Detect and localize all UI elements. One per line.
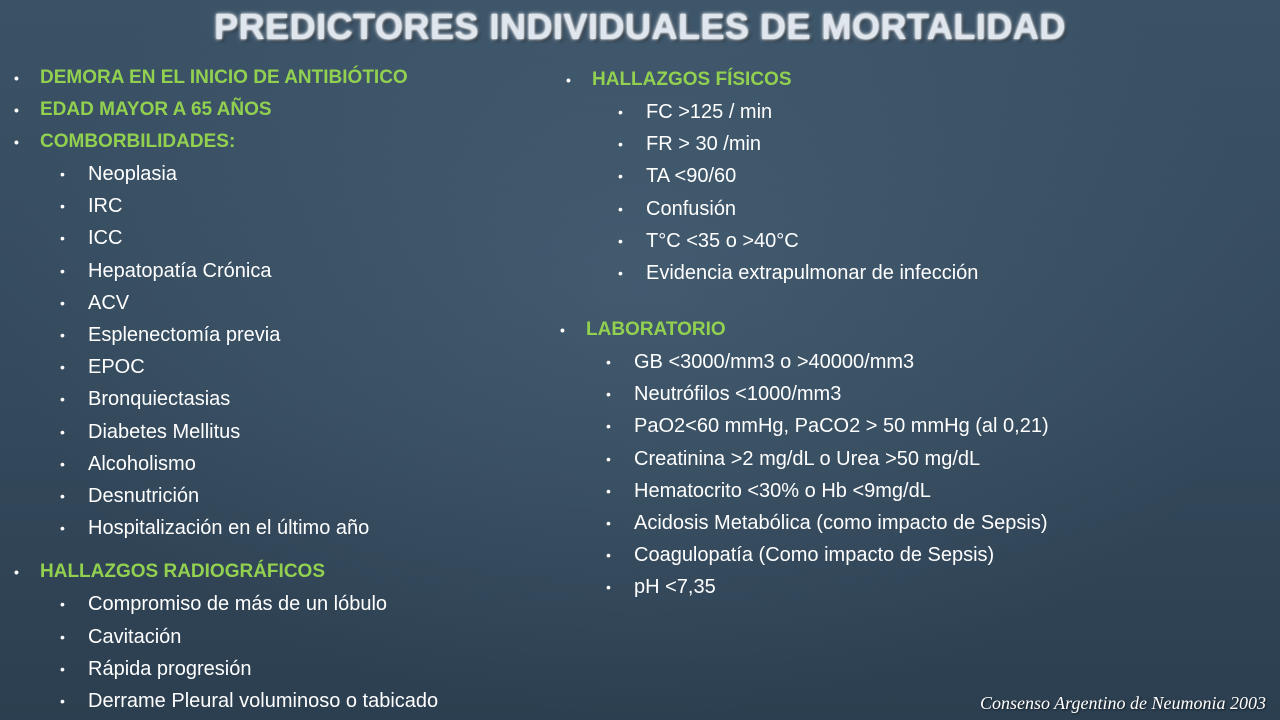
physical-label: Evidencia extrapulmonar de infección xyxy=(646,262,979,285)
bullet-icon: • xyxy=(60,198,65,215)
section-label: LABORATORIO xyxy=(586,319,726,340)
bullet-icon: • xyxy=(60,455,65,472)
list-item xyxy=(606,507,1270,539)
list-item xyxy=(618,128,1266,160)
bullet-icon: • xyxy=(618,168,623,185)
list-item xyxy=(60,653,554,685)
physical-label: T°C <35 o >40°C xyxy=(646,229,799,252)
laboratory-label: Neutrófilos <1000/mm3 xyxy=(634,383,842,406)
bullet-icon: • xyxy=(606,515,611,532)
predictor-comorbidities xyxy=(14,126,554,158)
laboratory-section xyxy=(560,314,1270,346)
bullet-icon: • xyxy=(560,322,565,338)
bullet-icon: • xyxy=(606,418,611,435)
section-heading-radiographic xyxy=(14,556,554,588)
laboratory-label: PaO2<60 mmHg, PaCO2 > 50 mmHg (al 0,21) xyxy=(634,415,1049,438)
laboratory-label: GB <3000/mm3 o >40000/mm3 xyxy=(634,351,915,374)
left-column xyxy=(14,62,554,717)
bullet-icon: • xyxy=(60,487,65,504)
list-item xyxy=(60,480,554,512)
mortality-predictors-list xyxy=(14,62,554,158)
section-heading-laboratory xyxy=(560,314,1270,346)
section-heading-physical xyxy=(566,64,1266,96)
bullet-icon: • xyxy=(606,547,611,564)
bullet-icon: • xyxy=(618,136,623,153)
comorbidity-label: Hospitalización en el último año xyxy=(88,517,370,540)
list-item xyxy=(60,158,554,190)
bullet-icon: • xyxy=(60,520,65,537)
list-item xyxy=(618,225,1266,257)
list-item xyxy=(606,346,1270,378)
list-item xyxy=(60,588,554,620)
list-item xyxy=(60,416,554,448)
comorbidity-label: ACV xyxy=(88,291,130,314)
physical-label: TA <90/60 xyxy=(646,165,737,188)
bullet-icon: • xyxy=(60,166,65,183)
physical-findings-column xyxy=(566,64,1266,289)
list-item xyxy=(606,539,1270,571)
bullet-icon: • xyxy=(606,579,611,596)
predictor-label: COMBORBILIDADES: xyxy=(40,131,236,152)
bullet-icon: • xyxy=(566,72,571,88)
list-item xyxy=(606,410,1270,442)
bullet-icon: • xyxy=(60,628,65,645)
list-item xyxy=(60,448,554,480)
laboratory-label: Coagulopatía (Como impacto de Sepsis) xyxy=(634,544,995,567)
list-item xyxy=(618,160,1266,192)
citation: Consenso Argentino de Neumonia 2003 xyxy=(980,693,1266,713)
bullet-icon: • xyxy=(60,423,65,440)
laboratory-label: Acidosis Metabólica (como impacto de Sepsis) xyxy=(634,512,1048,535)
radiographic-label: Compromiso de más de un lóbulo xyxy=(88,593,388,616)
list-item xyxy=(606,443,1270,475)
bullet-icon: • xyxy=(606,482,611,499)
laboratory-label: Hematocrito <30% o Hb <9mg/dL xyxy=(634,479,931,502)
list-item xyxy=(606,378,1270,410)
comorbidity-label: Neoplasia xyxy=(88,163,177,186)
bullet-icon: • xyxy=(606,450,611,467)
list-item xyxy=(60,190,554,222)
section-label: HALLAZGOS RADIOGRÁFICOS xyxy=(40,561,325,583)
bullet-icon: • xyxy=(60,596,65,613)
bullet-icon: • xyxy=(606,386,611,403)
list-item xyxy=(60,685,554,717)
laboratory-column xyxy=(560,314,1270,604)
laboratory-label: pH <7,35 xyxy=(634,576,716,599)
bullet-icon: • xyxy=(60,359,65,376)
comorbidity-label: IRC xyxy=(88,195,123,218)
comorbidity-label: Esplenectomía previa xyxy=(88,324,281,347)
spacer xyxy=(14,544,554,556)
comorbidity-label: ICC xyxy=(88,227,123,250)
bullet-icon: • xyxy=(618,232,623,249)
bullet-icon: • xyxy=(606,354,611,371)
bullet-icon: • xyxy=(60,660,65,677)
comorbidities-list xyxy=(14,158,554,544)
radiographic-label: Rápida progresión xyxy=(88,657,252,680)
comorbidity-label: Desnutrición xyxy=(88,484,200,507)
physical-label: FR > 30 /min xyxy=(646,133,762,156)
comorbidity-label: Alcoholismo xyxy=(88,452,196,475)
bullet-icon: • xyxy=(14,102,19,118)
list-item xyxy=(606,571,1270,603)
list-item xyxy=(60,383,554,415)
list-item xyxy=(606,475,1270,507)
list-item xyxy=(60,351,554,383)
comorbidity-label: Diabetes Mellitus xyxy=(88,420,241,443)
predictor-antibiotic-delay xyxy=(14,62,554,94)
list-item xyxy=(618,96,1266,128)
list-item xyxy=(618,257,1266,289)
bullet-icon: • xyxy=(60,692,65,709)
predictor-label: EDAD MAYOR A 65 AÑOS xyxy=(40,99,272,120)
physical-label: Confusión xyxy=(646,197,737,220)
bullet-icon: • xyxy=(60,294,65,311)
list-item xyxy=(60,222,554,254)
bullet-icon: • xyxy=(618,200,623,217)
bullet-icon: • xyxy=(14,564,19,581)
laboratory-list xyxy=(560,346,1270,604)
bullet-icon: • xyxy=(60,262,65,279)
comorbidity-label: Bronquiectasias xyxy=(88,388,231,411)
list-item xyxy=(618,193,1266,225)
list-item xyxy=(60,287,554,319)
radiographic-label: Cavitación xyxy=(88,625,182,648)
radiographic-section xyxy=(14,556,554,588)
physical-section xyxy=(566,64,1266,96)
list-item xyxy=(60,255,554,287)
radiographic-label: Derrame Pleural voluminoso o tabicado xyxy=(88,689,439,712)
bullet-icon: • xyxy=(14,134,19,150)
bullet-icon: • xyxy=(14,70,19,86)
list-item xyxy=(60,512,554,544)
predictor-label: DEMORA EN EL INICIO DE ANTIBIÓTICO xyxy=(40,67,408,88)
bullet-icon: • xyxy=(60,391,65,408)
bullet-icon: • xyxy=(60,327,65,344)
slide-title: PREDICTORES INDIVIDUALES DE MORTALIDAD xyxy=(214,6,1066,47)
list-item xyxy=(60,620,554,652)
comorbidity-label: EPOC xyxy=(88,356,145,379)
radiographic-list xyxy=(14,588,554,717)
list-item xyxy=(60,319,554,351)
bullet-icon: • xyxy=(618,265,623,282)
physical-list xyxy=(566,96,1266,289)
physical-label: FC >125 / min xyxy=(646,101,773,124)
comorbidity-label: Hepatopatía Crónica xyxy=(88,259,272,282)
predictor-age xyxy=(14,94,554,126)
bullet-icon: • xyxy=(618,104,623,121)
section-label: HALLAZGOS FÍSICOS xyxy=(592,69,792,90)
bullet-icon: • xyxy=(60,230,65,247)
laboratory-label: Creatinina >2 mg/dL o Urea >50 mg/dL xyxy=(634,447,981,470)
